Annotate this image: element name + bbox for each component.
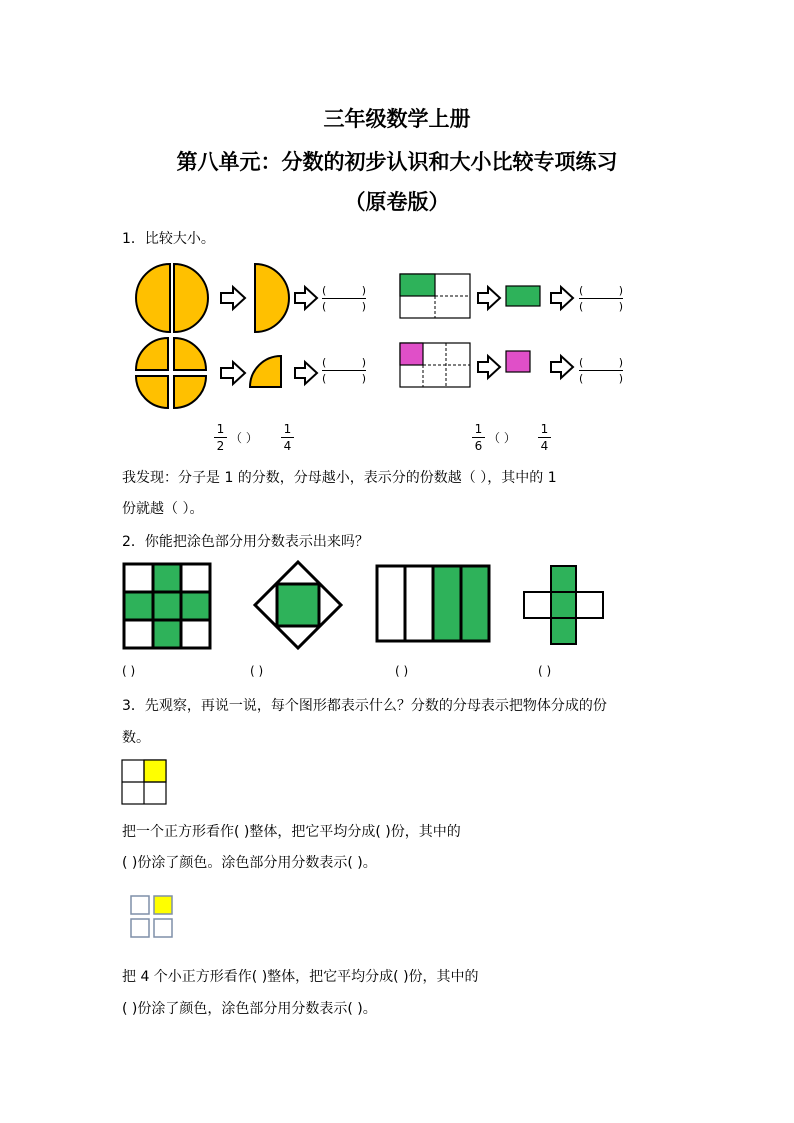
q2-answer-blank[interactable]: ( ) (122, 664, 136, 678)
fraction-one-sixth: 1 6 (472, 422, 485, 453)
q1-finding-line1: 我发现：分子是 1 的分数，分母越小，表示分的份数越（ ），其中的 1 (122, 470, 557, 486)
page-title: 三年级数学上册 (323, 107, 471, 131)
four-small-squares-figure (131, 896, 172, 937)
square-quarters-figure (122, 760, 166, 804)
fraction-one-quarter: 1 4 (538, 422, 551, 453)
blank-fraction[interactable]: ( ) ( ) (579, 356, 623, 385)
fraction-one-half: 1 2 (214, 422, 227, 453)
blank-fraction[interactable]: ( ) ( ) (322, 356, 366, 385)
q1-finding-line2: 份就越（ ）。 (122, 501, 204, 517)
q3-part2-line1: 把 4 个小正方形看作( )整体，把它平均分成( )份，其中的 (122, 969, 479, 985)
q3-part2-line2: ( )份涂了颜色，涂色部分用分数表示( )。 (122, 1001, 377, 1017)
q1-heading: 1．比较大小。 (122, 231, 215, 247)
version-label: （原卷版） (344, 190, 450, 214)
q3-heading-line2: 数。 (122, 730, 150, 746)
unit-title: 第八单元：分数的初步认识和大小比较专项练习 (176, 150, 618, 174)
blank-fraction[interactable]: ( ) ( ) (579, 284, 623, 313)
q2-heading: 2．你能把涂色部分用分数表示出来吗？ (122, 534, 369, 550)
q3-heading-line1: 3．先观察，再说一说，每个图形都表示什么？分数的分母表示把物体分成的份 (122, 698, 607, 714)
fraction-one-quarter: 1 4 (281, 422, 294, 453)
q3-part1-line2: ( )份涂了颜色。涂色部分用分数表示( )。 (122, 855, 377, 871)
q2-answer-blank[interactable]: ( ) (250, 664, 264, 678)
compare-blank[interactable]: （ ） (488, 431, 516, 445)
blank-fraction[interactable]: ( ) ( ) (322, 284, 366, 313)
q2-answer-blank[interactable]: ( ) (538, 664, 552, 678)
q2-answer-blank[interactable]: ( ) (395, 664, 409, 678)
q3-part1-line1: 把一个正方形看作( )整体，把它平均分成( )份，其中的 (122, 824, 461, 840)
compare-blank[interactable]: （ ） (230, 431, 258, 445)
